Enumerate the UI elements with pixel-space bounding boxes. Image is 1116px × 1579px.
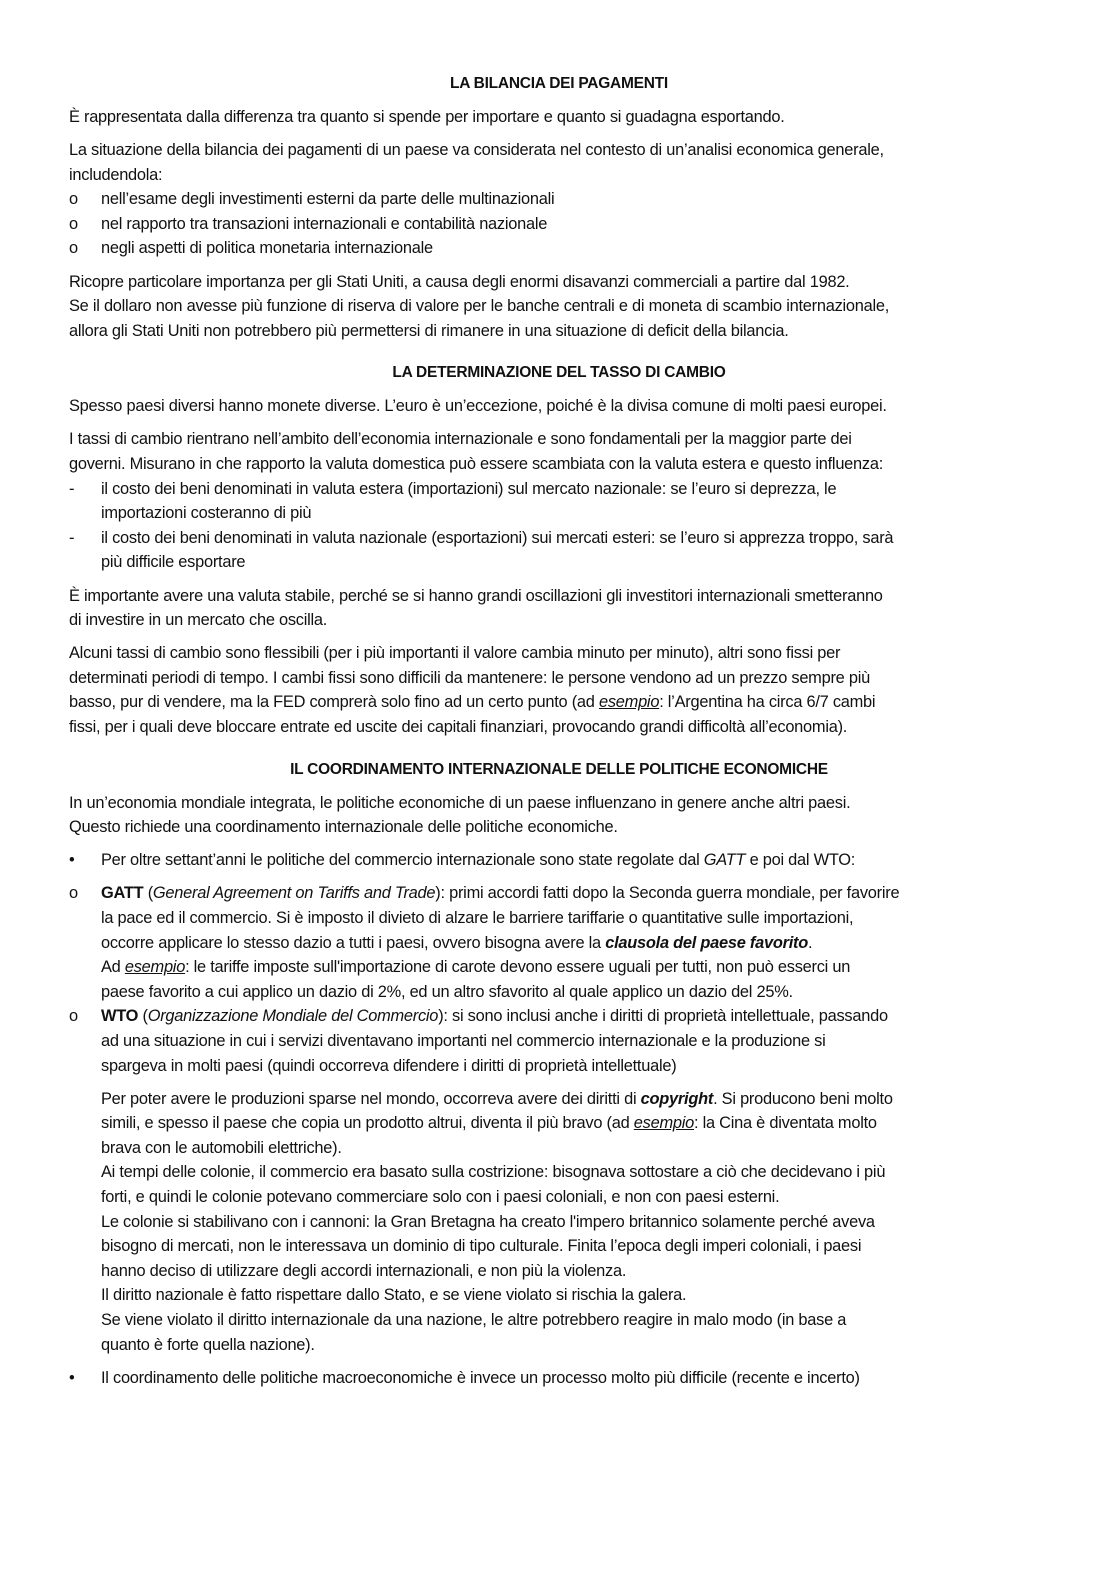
text-run: occorre applicare lo stesso dazio a tutti i paesi, ovvero bisogna avere la <box>101 933 606 952</box>
text-run: ): si sono inclusi anche i diritti di proprietà intellettuale, passando <box>438 1007 888 1026</box>
list-item <box>69 477 1049 526</box>
text-line: includendola: <box>69 165 163 184</box>
text-line <box>101 1087 1049 1112</box>
text-line: I tassi di cambio rientrano nell’ambito dell’economia internazionale e sono fondamentali per la maggior parte dei <box>69 430 852 449</box>
bold-text: WTO <box>101 1007 139 1026</box>
text-line: allora gli Stati Uniti non potrebbero più permettersi di rimanere in una situazione di deficit della bilancia. <box>69 321 789 340</box>
text-line: Se viene violato il diritto internazionale da una nazione, le altre potrebbero reagire in malo modo (in base a <box>101 1310 847 1329</box>
paragraph <box>69 105 1049 130</box>
section-heading: IL COORDINAMENTO INTERNAZIONALE DELLE POLITICHE ECONOMICHE <box>290 760 828 778</box>
text-line: quanto è forte quella nazione). <box>101 1335 315 1354</box>
text-run: : la Cina è diventata molto <box>694 1114 877 1133</box>
text-line: governi. Misurano in che rapporto la valuta domestica può essere scambiata con la valuta estera e questo influenza: <box>69 455 884 474</box>
emphasis-text: esempio <box>633 1114 694 1133</box>
text-line: di investire in un mercato che oscilla. <box>69 611 328 630</box>
text-line: Il coordinamento delle politiche macroeconomiche è invece un processo molto più difficile (recente e incerto) <box>101 1368 860 1387</box>
text-run: basso, pur di vendere, ma la FED comprerà solo fino ad un certo punto (ad <box>69 693 599 712</box>
text-line <box>69 690 1049 715</box>
text-run: Ad <box>101 958 125 977</box>
list-item <box>69 236 1049 261</box>
emphasis-text: esempio <box>598 693 660 712</box>
paragraph <box>69 394 1049 419</box>
text-run: ): primi accordi fatti dopo la Seconda guerra mondiale, per favorire <box>435 884 900 903</box>
text-line: Ai tempi delle colonie, il commercio era basato sulla costrizione: bisognava sottostare a ciò che decidevano i più <box>101 1163 886 1182</box>
list-item <box>69 526 1049 575</box>
text-line: hanno deciso di utilizzare degli accordi internazionali, e non più la violenza. <box>101 1261 627 1280</box>
text-line: bisogno di mercati, non le interessava un dominio di tipo culturale. Finita l’epoca degli imperi coloniali, i paesi <box>101 1237 862 1256</box>
section <box>69 361 1049 739</box>
section-heading: LA DETERMINAZIONE DEL TASSO DI CAMBIO <box>392 364 726 382</box>
list-item <box>69 881 1049 1004</box>
emphasis-text: General Agreement on Tariffs and Trade <box>152 884 436 903</box>
text-line <box>101 1111 1049 1136</box>
text-run: . Si producono beni molto <box>713 1089 893 1108</box>
text-run: . <box>808 933 813 952</box>
text-line: Spesso paesi diversi hanno monete diverse. L’euro è un’eccezione, poiché è la divisa comune di molti paesi europei. <box>69 397 887 416</box>
list-marker: o <box>69 884 78 903</box>
emphasis-text: GATT <box>703 851 746 870</box>
text-line <box>101 955 1049 980</box>
section <box>69 758 1049 1391</box>
text-line: il costo dei beni denominati in valuta estera (importazioni) sul mercato nazionale: se l’euro si deprezza, le <box>101 479 837 498</box>
bold-text: clausola del paese favorito <box>605 933 808 952</box>
text-line: più difficile esportare <box>101 553 246 572</box>
text-run: : le tariffe imposte sull'importazione di carote devono essere uguali per tutti, non può esserci un <box>185 958 851 977</box>
text-run: ( <box>138 1007 148 1026</box>
paragraph <box>69 427 1049 476</box>
list-marker: o <box>69 214 78 233</box>
text-line: determinati periodi di tempo. I cambi fissi sono difficili da mantenere: le persone vendono ad un prezzo sempre più <box>69 668 870 687</box>
text-line: forti, e quindi le colonie potevano commerciare solo con i paesi coloniali, e non con paesi esterni. <box>101 1187 780 1206</box>
text-line <box>101 881 1049 906</box>
paragraph <box>69 791 1049 840</box>
emphasis-text: Organizzazione Mondiale del Commercio <box>147 1007 439 1026</box>
list-marker: • <box>69 851 75 870</box>
text-line <box>101 1004 1049 1029</box>
text-line: nel rapporto tra transazioni internazionali e contabilità nazionale <box>101 214 548 233</box>
paragraph <box>69 1087 1049 1358</box>
paragraph <box>69 641 1049 739</box>
list-marker: - <box>69 528 75 547</box>
text-line: È rappresentata dalla differenza tra quanto si spende per importare e quanto si guadagna esportando. <box>69 108 785 126</box>
list-marker: • <box>69 1368 75 1387</box>
text-line: brava con le automobili elettriche). <box>101 1138 342 1157</box>
text-line: il costo dei beni denominati in valuta nazionale (esportazioni) sui mercati esteri: se l’euro si apprezza troppo, sarà <box>101 528 894 547</box>
text-line: fissi, per i quali deve bloccare entrate ed uscite dei capitali finanziari, provocando grandi difficoltà all’economia). <box>69 717 848 736</box>
bold-text: copyright <box>640 1089 714 1108</box>
list-marker: - <box>69 479 75 498</box>
text-line <box>101 848 1049 873</box>
text-run: simili, e spesso il paese che copia un prodotto altrui, diventa il più bravo (ad <box>101 1114 634 1133</box>
paragraph <box>69 138 1049 187</box>
text-line: la pace ed il commercio. Si è imposto il divieto di alzare le barriere tariffarie o quantitative sulle importazioni, <box>101 908 854 927</box>
list-marker: o <box>69 190 78 209</box>
document-page <box>69 72 1049 1408</box>
text-line: negli aspetti di politica monetaria internazionale <box>101 239 433 258</box>
text-run: e poi dal WTO: <box>745 851 856 870</box>
text-line: importazioni costeranno di più <box>101 504 312 523</box>
text-line: nell’esame degli investimenti esterni da parte delle multinazionali <box>101 190 555 209</box>
text-line: Se il dollaro non avesse più funzione di riserva di valore per le banche centrali e di moneta di scambio internazionale, <box>69 297 890 316</box>
list-marker: o <box>69 239 78 258</box>
text-line: Ricopre particolare importanza per gli Stati Uniti, a causa degli enormi disavanzi commerciali a partire dal 1982. <box>69 272 850 291</box>
text-run: Per poter avere le produzioni sparse nel mondo, occorreva avere dei diritti di <box>101 1089 641 1108</box>
section-heading: LA BILANCIA DEI PAGAMENTI <box>450 75 668 92</box>
text-line: ad una situazione in cui i servizi diventavano importanti nel commercio internazionale e la produzione si <box>101 1031 826 1050</box>
list-item <box>69 1004 1049 1078</box>
text-line: La situazione della bilancia dei pagamenti di un paese va considerata nel contesto di un’analisi economica generale, <box>69 141 884 160</box>
text-line: paese favorito a cui applico un dazio di 2%, ed un altro sfavorito al quale applico un dazio del 25%. <box>101 982 793 1001</box>
paragraph <box>69 584 1049 633</box>
text-run: ( <box>143 884 153 903</box>
list-item <box>69 1366 1049 1391</box>
bold-text: GATT <box>101 884 144 903</box>
text-run: : l’Argentina ha circa 6/7 cambi <box>659 693 876 712</box>
list-item <box>69 212 1049 237</box>
text-line: Le colonie si stabilivano con i cannoni: la Gran Bretagna ha creato l'impero britannico solamente perché aveva <box>101 1212 875 1231</box>
text-line: È importante avere una valuta stabile, perché se si hanno grandi oscillazioni gli investitori internazionali smetteranno <box>69 586 883 605</box>
list-marker: o <box>69 1007 78 1026</box>
text-line: Il diritto nazionale è fatto rispettare dallo Stato, e se viene violato si rischia la galera. <box>101 1286 687 1305</box>
section <box>69 72 1049 343</box>
text-line: spargeva in molti paesi (quindi occorreva difendere i diritti di proprietà intellettuale) <box>101 1056 677 1075</box>
text-line: Alcuni tassi di cambio sono flessibili (per i più importanti il valore cambia minuto per minuto), altri sono fissi per <box>69 644 841 663</box>
text-line <box>101 931 1049 956</box>
paragraph <box>69 270 1049 344</box>
list-item <box>69 187 1049 212</box>
text-run: Per oltre settant’anni le politiche del commercio internazionale sono state regolate dal <box>101 851 704 870</box>
emphasis-text: esempio <box>124 958 186 977</box>
text-line: In un’economia mondiale integrata, le politiche economiche di un paese influenzano in genere anche altri paesi. <box>69 793 851 812</box>
text-line: Questo richiede una coordinamento internazionale delle politiche economiche. <box>69 818 618 837</box>
list-item <box>69 848 1049 873</box>
